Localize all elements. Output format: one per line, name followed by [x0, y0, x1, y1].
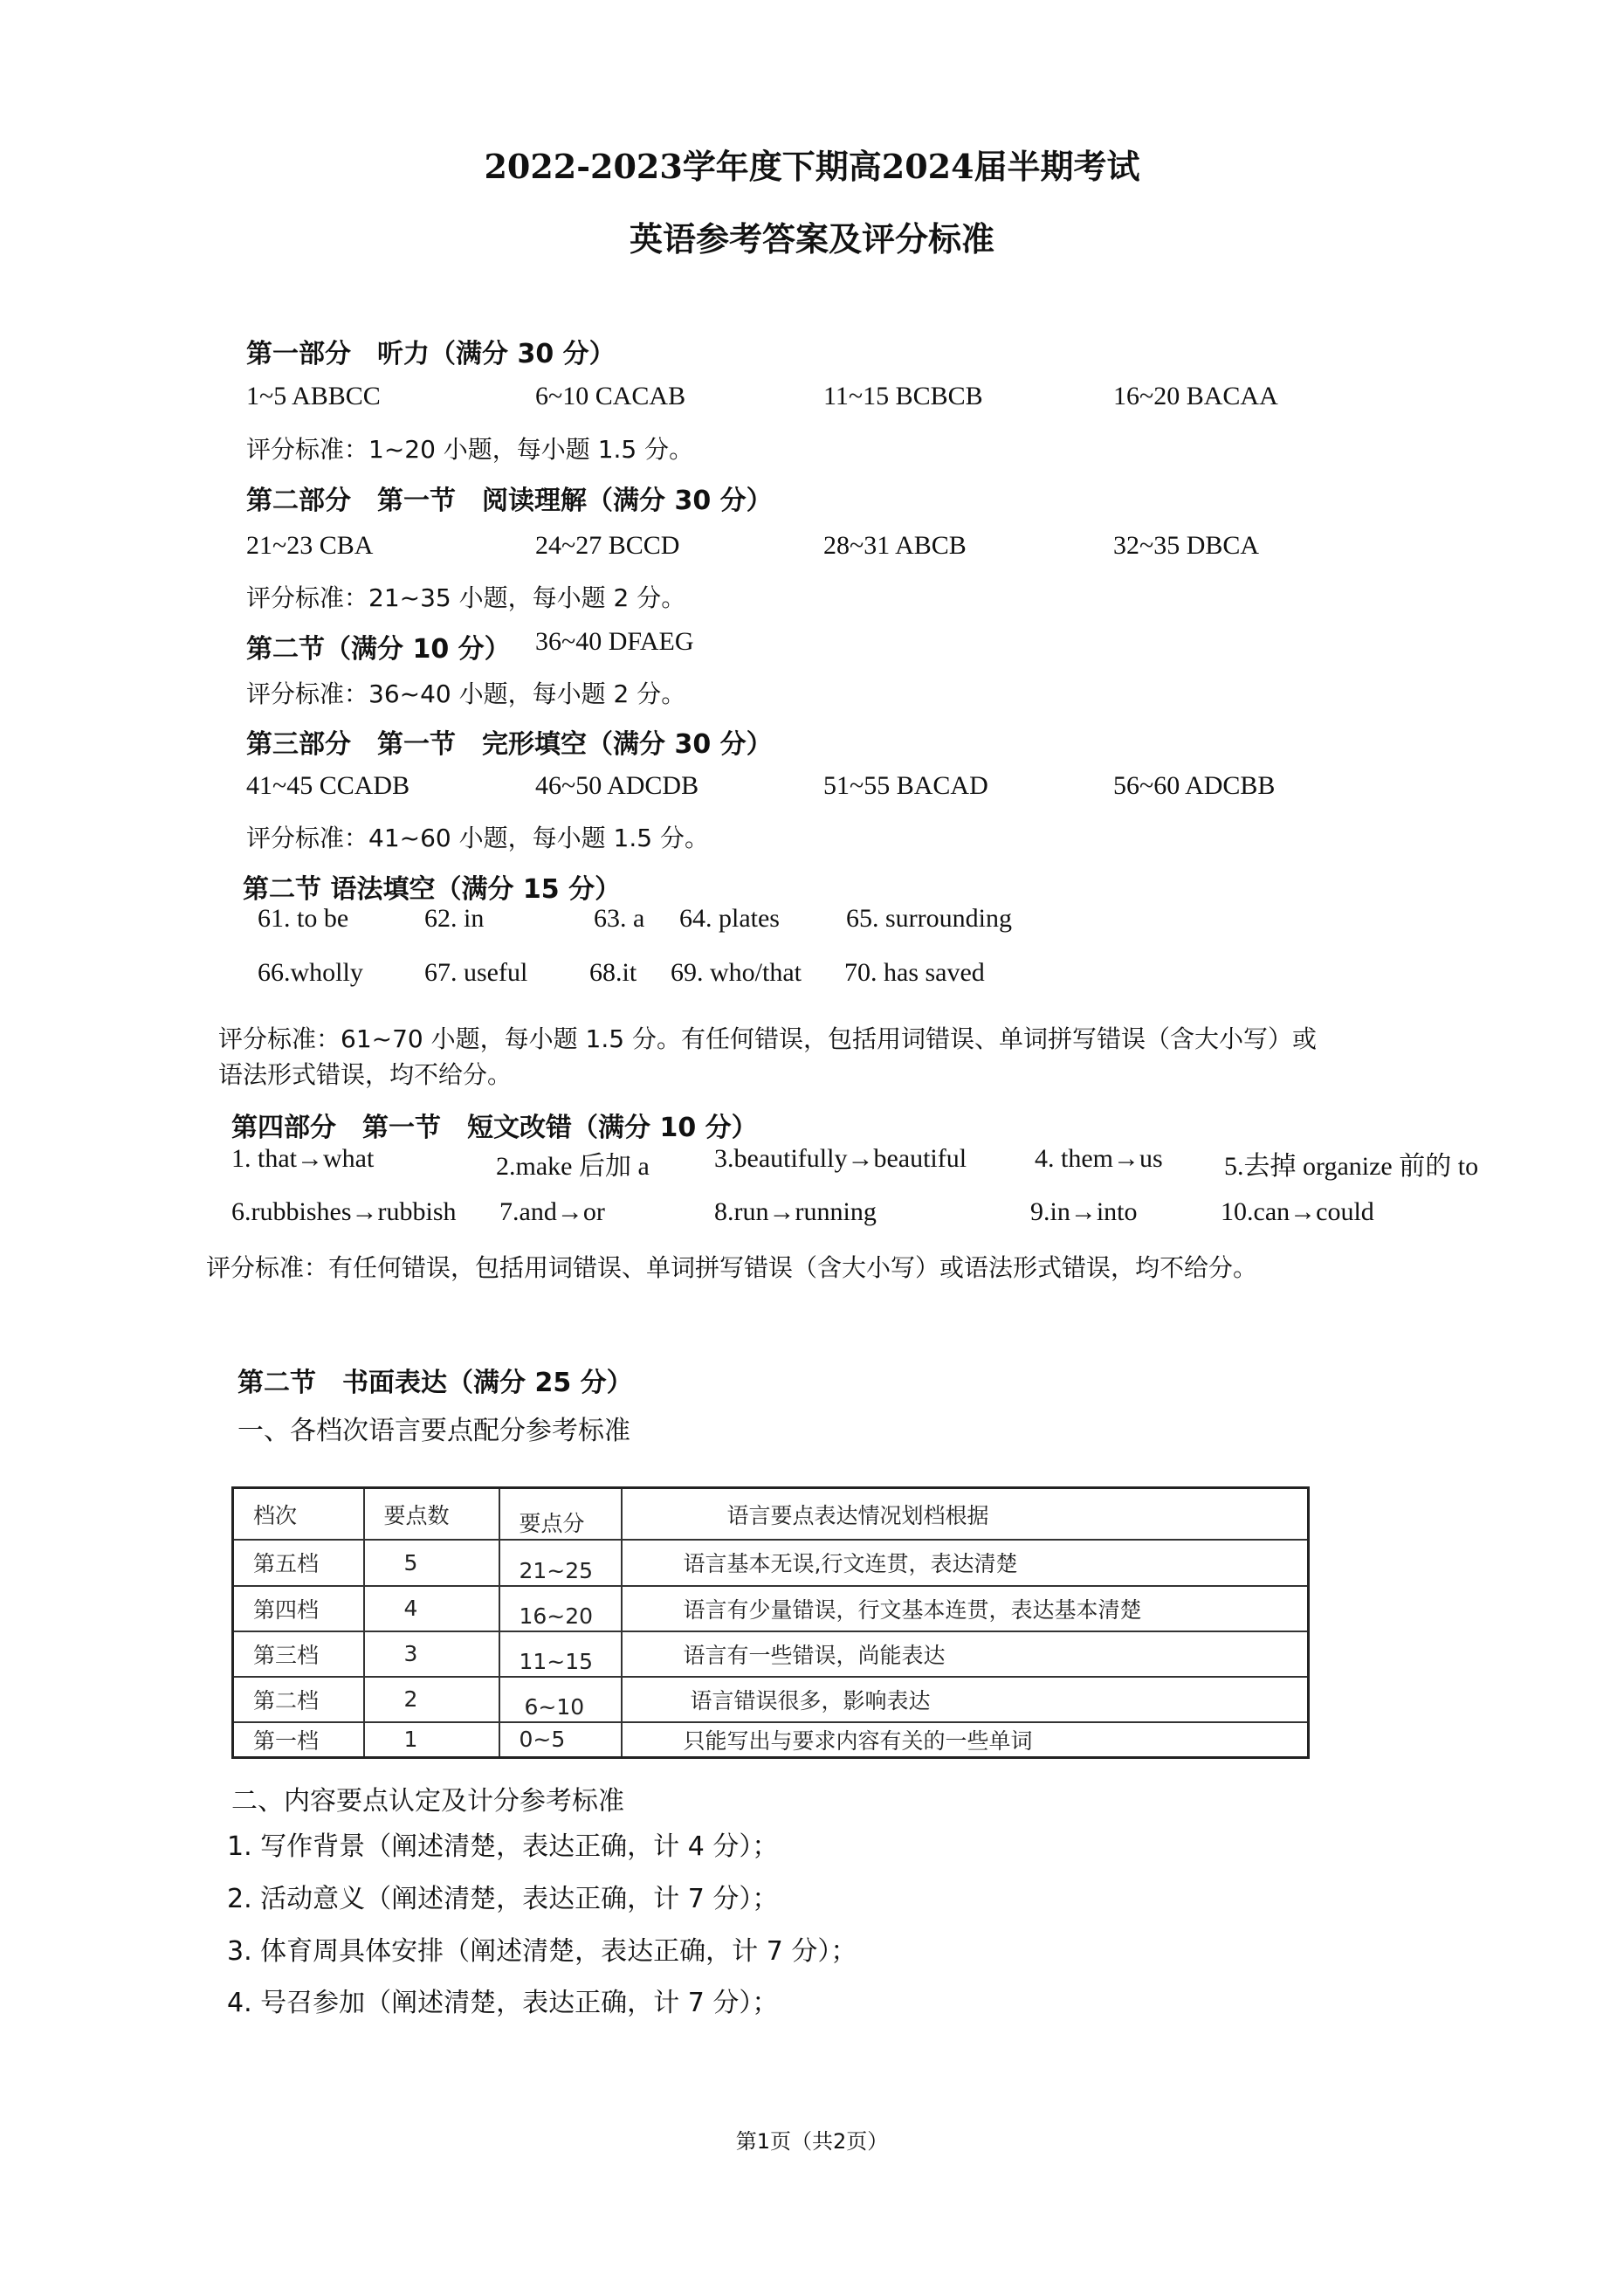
page-subtitle: 英语参考答案及评分标准 — [629, 219, 994, 259]
table-cell: 第五档 — [233, 1540, 364, 1585]
content-point: 1. 写作背景（阐述清楚，表达正确，计 4 分）； — [227, 1831, 779, 1862]
subheading-grades: 一、各档次语言要点配分参考标准 — [237, 1416, 630, 1446]
answer-group: 56~60 ADCBB — [1113, 771, 1276, 800]
answer-item: 64. plates — [679, 904, 780, 933]
answer-item: 70. has saved — [844, 958, 985, 987]
page-title: 2022-2023学年度下期高2024届半期考试 — [484, 147, 1140, 186]
answer-item: 61. to be — [258, 904, 349, 933]
answer-item: 67. useful — [424, 958, 528, 987]
grading-table — [231, 1486, 1310, 1759]
answer-group: 21~23 CBA — [246, 531, 374, 560]
table-cell: 第一档 — [233, 1722, 364, 1758]
part3-s1-heading: 第三部分 第一节 完形填空（满分 30 分） — [246, 729, 773, 760]
table-cell: 只能写出与要求内容有关的一些单词 — [622, 1722, 1309, 1758]
table-cell: 16~20 — [499, 1586, 622, 1631]
table-header-cell: 要点分 — [499, 1488, 622, 1541]
answer-item: 63. a — [594, 904, 645, 933]
answer-group: 28~31 ABCB — [823, 531, 967, 560]
scoring-criteria: 评分标准：21~35 小题，每小题 2 分。 — [246, 583, 686, 612]
table-cell: 第四档 — [233, 1586, 364, 1631]
table-cell: 11~15 — [499, 1631, 622, 1677]
table-cell: 第三档 — [233, 1631, 364, 1677]
table-cell: 语言错误很多，影响表达 — [622, 1677, 1309, 1722]
part1-heading: 第一部分 听力（满分 30 分） — [246, 339, 616, 369]
correction-item: 10.can→could — [1221, 1197, 1374, 1226]
table-header-row — [233, 1488, 1309, 1541]
answer-group: 6~10 CACAB — [535, 382, 686, 410]
table-cell: 语言有少量错误，行文基本连贯，表达基本清楚 — [622, 1586, 1309, 1631]
answer-group: 46~50 ADCDB — [535, 771, 699, 800]
correction-item: 9.in→into — [1030, 1197, 1138, 1226]
table-cell: 语言基本无误,行文连贯，表达清楚 — [622, 1540, 1309, 1585]
scoring-criteria-cont: 语法形式错误，均不给分。 — [218, 1060, 513, 1089]
table-cell: 0~5 — [499, 1722, 622, 1758]
answer-group: 32~35 DBCA — [1113, 531, 1260, 560]
correction-item: 3.beautifully→beautiful — [714, 1144, 967, 1173]
table-row — [233, 1722, 1309, 1758]
table-row — [233, 1586, 1309, 1631]
correction-item: 6.rubbishes→rubbish — [231, 1197, 457, 1226]
scoring-criteria: 评分标准：41~60 小题，每小题 1.5 分。 — [246, 824, 709, 852]
correction-item: 7.and→or — [499, 1197, 605, 1226]
content-point: 3. 体育周具体安排（阐述清楚，表达正确，计 7 分）； — [227, 1936, 857, 1967]
table-header-cell: 语言要点表达情况划档根据 — [622, 1488, 1309, 1541]
correction-item: 2.make 后加 a — [496, 1152, 650, 1181]
table-cell: 第二档 — [233, 1677, 364, 1722]
table-cell: 3 — [364, 1631, 499, 1677]
answer-group: 36~40 DFAEG — [535, 627, 694, 656]
content-point: 4. 号召参加（阐述清楚，表达正确，计 7 分）； — [227, 1988, 779, 2018]
table-cell: 1 — [364, 1722, 499, 1758]
table-cell: 5 — [364, 1540, 499, 1585]
scoring-criteria: 评分标准：有任何错误，包括用词错误、单词拼写错误（含大小写）或语法形式错误，均不给分。 — [206, 1253, 1258, 1282]
answer-group: 16~20 BACAA — [1113, 382, 1278, 410]
part4-s2-heading: 第二节 书面表达（满分 25 分） — [237, 1368, 633, 1398]
page-number: 第1页（共2页） — [735, 2129, 889, 2154]
answer-item: 62. in — [424, 904, 485, 933]
table-cell: 2 — [364, 1677, 499, 1722]
part4-s1-heading: 第四部分 第一节 短文改错（满分 10 分） — [231, 1113, 758, 1143]
table-row — [233, 1540, 1309, 1585]
scoring-criteria: 评分标准：36~40 小题，每小题 2 分。 — [246, 679, 686, 708]
scoring-criteria: 评分标准：61~70 小题，每小题 1.5 分。有任何错误，包括用词错误、单词拼写错误（含大小写）或 — [218, 1024, 1317, 1053]
correction-item: 5.去掉 organize 前的 to — [1224, 1152, 1479, 1181]
subheading-content: 二、内容要点认定及计分参考标准 — [231, 1786, 624, 1817]
table-cell: 4 — [364, 1586, 499, 1631]
part2-s1-heading: 第二部分 第一节 阅读理解（满分 30 分） — [246, 486, 773, 516]
table-cell: 语言有一些错误，尚能表达 — [622, 1631, 1309, 1677]
table-row — [233, 1677, 1309, 1722]
correction-item: 4. them→us — [1035, 1144, 1163, 1173]
part3-s2-heading: 第二节 语法填空（满分 15 分） — [243, 874, 622, 905]
answer-item: 66.wholly — [258, 958, 363, 987]
table-row — [233, 1631, 1309, 1677]
answer-group: 11~15 BCBCB — [823, 382, 983, 410]
answer-group: 41~45 CCADB — [246, 771, 410, 800]
answer-item: 68.it — [589, 958, 637, 987]
correction-item: 8.run→running — [714, 1197, 877, 1226]
answer-item: 65. surrounding — [846, 904, 1012, 933]
correction-item: 1. that→what — [231, 1144, 375, 1173]
table-cell: 21~25 — [499, 1540, 622, 1585]
part2-s2-heading: 第二节（满分 10 分） — [246, 634, 511, 665]
answer-item: 69. who/that — [671, 958, 802, 987]
answer-group: 51~55 BACAD — [823, 771, 988, 800]
table-header-cell: 档次 — [233, 1488, 364, 1541]
table-cell: 6~10 — [499, 1677, 622, 1722]
answer-group: 1~5 ABBCC — [246, 382, 381, 410]
content-point: 2. 活动意义（阐述清楚，表达正确，计 7 分）； — [227, 1884, 779, 1914]
scoring-criteria: 评分标准：1~20 小题，每小题 1.5 分。 — [246, 435, 694, 464]
table-header-cell: 要点数 — [364, 1488, 499, 1541]
answer-group: 24~27 BCCD — [535, 531, 680, 560]
